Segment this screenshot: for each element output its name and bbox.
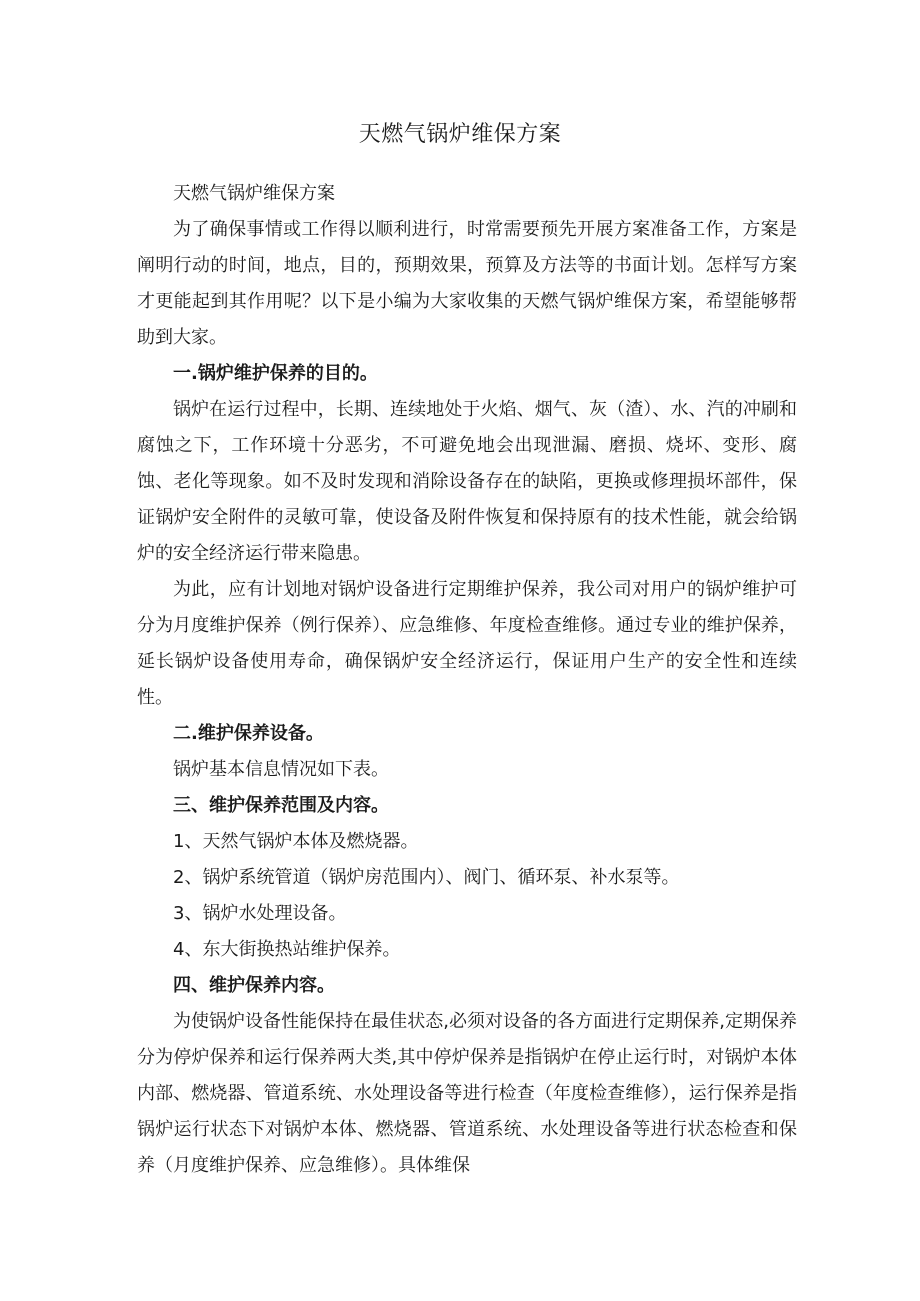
heading-section-2: 二.维护保养设备。 [173,723,324,744]
document-title: 天燃气锅炉维保方案 [358,122,562,147]
heading-section-4: 四、维护保养内容。 [173,975,335,996]
list-item: 3、锅炉水处理设备。 [173,903,347,924]
list-item: 1、天然气锅炉本体及燃烧器。 [173,831,419,852]
paragraph-section-1-plan: 为此，应有计划地对锅炉设备进行定期维护保养，我公司对用户的锅炉维护可分为月度维护保养（例行保养）、应急维修、年度检查维修。通过专业的维护保养，延长锅炉设备使用寿命，确保锅炉安全经济运行，保证用户生产的安全性和连续性。 [137,579,797,708]
paragraph-section-2-body: 锅炉基本信息情况如下表。 [173,759,389,780]
list-item: 4、东大街换热站维护保养。 [173,939,401,960]
paragraph-subtitle: 天燃气锅炉维保方案 [173,183,335,204]
heading-section-1: 一.锅炉维护保养的目的。 [173,363,378,384]
heading-section-3: 三、维护保养范围及内容。 [173,795,389,816]
paragraph-section-4-body: 为使锅炉设备性能保持在最佳状态,必须对设备的各方面进行定期保养,定期保养分为停炉保养和运行保养两大类,其中停炉保养是指锅炉在停止运行时，对锅炉本体内部、燃烧器、管道系统、水处理设备等进行检查（年度检查维修），运行保养是指锅炉运行状态下对锅炉本体、燃烧器、管道系统、水处理设备等进行状态检查和保养（月度维护保养、应急维修）。具体维保 [137,1011,797,1176]
document-body [137,176,797,1184]
paragraph-section-1-body: 锅炉在运行过程中，长期、连续地处于火焰、烟气、灰（渣）、水、汽的冲刷和腐蚀之下，工作环境十分恶劣，不可避免地会出现泄漏、磨损、烧坏、变形、腐蚀、老化等现象。如不及时发现和消除设备存在的缺陷，更换或修理损坏部件，保证锅炉安全附件的灵敏可靠，使设备及附件恢复和保持原有的技术性能，就会给锅炉的安全经济运行带来隐患。 [137,399,797,564]
paragraph-intro: 为了确保事情或工作得以顺利进行，时常需要预先开展方案准备工作，方案是阐明行动的时间，地点，目的，预期效果，预算及方法等的书面计划。怎样写方案才更能起到其作用呢？以下是小编为大家收集的天燃气锅炉维保方案，希望能够帮助到大家。 [137,219,797,348]
list-item: 2、锅炉系统管道（锅炉房范围内）、阀门、循环泵、补水泵等。 [173,867,680,888]
